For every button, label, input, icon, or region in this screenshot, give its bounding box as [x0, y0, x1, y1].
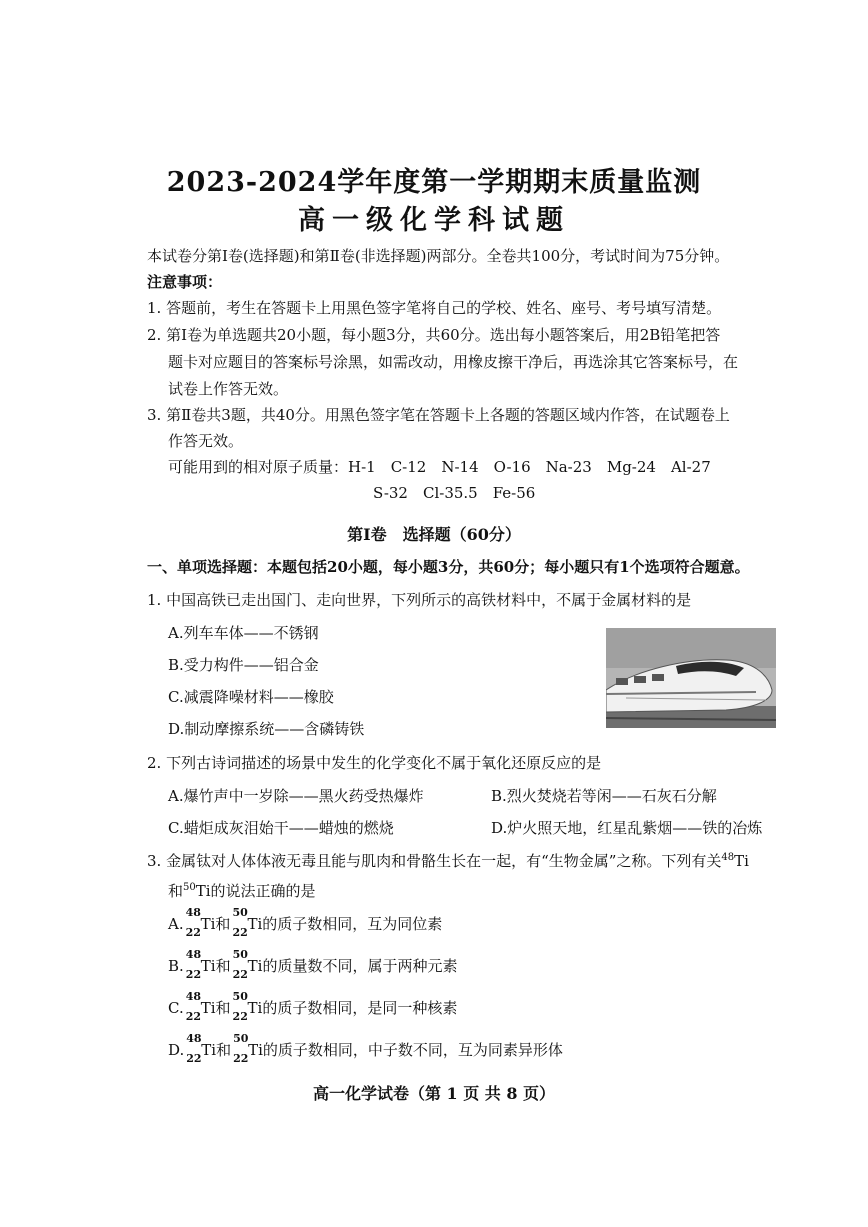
- question-3-stem-cont: [168, 881, 316, 901]
- question-2-option-d: D.炉火照天地，红星乱紫烟——铁的冶炼: [491, 819, 763, 837]
- isotope-ti-50: 50 22: [232, 906, 248, 939]
- isotope-ti-48: 48 22: [185, 990, 202, 1023]
- section-part: 第Ⅰ卷: [347, 525, 387, 544]
- question-1-option-c: C.减震降噪材料——橡胶: [168, 688, 334, 706]
- exam-title: 2023-2024学年度第一学期期末质量监测: [166, 167, 702, 198]
- note-2-end: 试卷上作答无效。: [168, 380, 289, 398]
- question-3-stem-end: Ti的说法正确的是: [195, 882, 316, 900]
- isotope-ti-48: 48 22: [185, 906, 201, 939]
- isotope-ti-50: 50 22: [233, 1032, 249, 1065]
- note-1: 1. 答题前，考生在答题卡上用黑色签字笔将自己的学校、姓名、座号、考号填写清楚。: [147, 299, 722, 317]
- question-2-option-b: B.烈火焚烧若等闲——石灰石分解: [491, 787, 717, 805]
- question-3-mass-50: 50: [183, 882, 196, 893]
- intro-text: 本试卷分第Ⅰ卷(选择题)和第Ⅱ卷(非选择题)两部分。全卷共100分，考试时间为75分钟。: [147, 247, 730, 265]
- question-1-option-d: D.制动摩擦系统——含磷铸铁: [168, 720, 365, 738]
- note-3-cont: 作答无效。: [168, 432, 244, 450]
- question-3-option-d: D. 48 22 Ti和 50 22 Ti的质子数相同，中子数不同，互为同素异形体: [168, 1032, 563, 1065]
- option-label: C.: [168, 999, 184, 1017]
- option-text: 的质量数不同，属于两种元素: [262, 957, 458, 975]
- option-label: D.: [168, 1041, 185, 1059]
- section-instructions: 一、单项选择题：本题包括20小题，每小题3分，共60分；每小题只有1个选项符合题意。: [147, 558, 750, 576]
- question-3-element: Ti: [734, 852, 749, 870]
- question-3-stem-conj: 和: [168, 882, 184, 900]
- section-name: 选择题（60分）: [402, 525, 521, 544]
- atomic-masses-2: S-32 Cl-35.5 Fe-56: [373, 484, 536, 502]
- question-2-stem: 2. 下列古诗词描述的场景中发生的化学变化不属于氧化还原反应的是: [147, 754, 602, 772]
- note-3: 3. 第Ⅱ卷共3题，共40分。用黑色签字笔在答题卡上各题的答题区域内作答，在试题卷上: [147, 406, 730, 424]
- question-3-option-c: C. 48 22 Ti和 50 22 Ti的质子数相同，是同一种核素: [168, 990, 458, 1023]
- section-title: [0, 522, 868, 545]
- isotope-ti-48: 48 22: [186, 1032, 202, 1065]
- exam-subtitle: 高一级化学科试题: [298, 205, 570, 236]
- isotope-ti-50: 50 22: [232, 990, 248, 1023]
- question-3-mass-48: 48: [721, 852, 735, 863]
- note-2: 2. 第Ⅰ卷为单选题共20小题，每小题3分，共60分。选出每小题答案后，用2B铅笔把答: [147, 326, 721, 344]
- question-1-option-a: A.列车车体——不锈钢: [168, 624, 319, 642]
- option-label: B.: [168, 957, 184, 975]
- question-2-option-c: C.蜡炬成灰泪始干——蜡烛的燃烧: [168, 819, 394, 837]
- option-label: A.: [168, 915, 184, 933]
- question-3-stem-part1: 3. 金属钛对人体体液无毒且能与肌肉和骨骼生长在一起，有“生物金属”之称。下列有关: [147, 852, 722, 870]
- option-text: 的质子数相同，互为同位素: [262, 915, 443, 933]
- high-speed-train-image: [606, 628, 776, 728]
- question-2-option-a: A.爆竹声中一岁除——黑火药受热爆炸: [168, 787, 424, 805]
- question-3-option-b: B. 48 22 Ti和 50 22 Ti的质量数不同，属于两种元素: [168, 948, 458, 981]
- isotope-ti-48: 48 22: [185, 948, 202, 981]
- note-2-cont: 题卡对应题目的答案标号涂黑，如需改动，用橡皮擦干净后，再选涂其它答案标号，在: [168, 353, 739, 371]
- train-illustration: [606, 628, 776, 728]
- question-1-stem: 1. 中国高铁已走出国门、走向世界，下列所示的高铁材料中，不属于金属材料的是: [147, 591, 692, 609]
- isotope-ti-50: 50 22: [232, 948, 248, 981]
- option-text: 的质子数相同，是同一种核素: [262, 999, 458, 1017]
- question-3-stem: [147, 851, 749, 871]
- page-footer: 高一化学试卷（第 1 页 共 8 页）: [312, 1084, 556, 1103]
- atomic-masses-1: 可能用到的相对原子质量：H-1 C-12 N-14 O-16 Na-23 Mg-24 Al-27: [168, 458, 711, 476]
- question-1-option-b: B.受力构件——铝合金: [168, 656, 319, 674]
- question-3-option-a: A. 48 22 Ti和 50 22 Ti的质子数相同，互为同位素: [168, 906, 443, 939]
- notes-label: 注意事项：: [147, 273, 223, 291]
- option-text: 的质子数相同，中子数不同，互为同素异形体: [262, 1041, 563, 1059]
